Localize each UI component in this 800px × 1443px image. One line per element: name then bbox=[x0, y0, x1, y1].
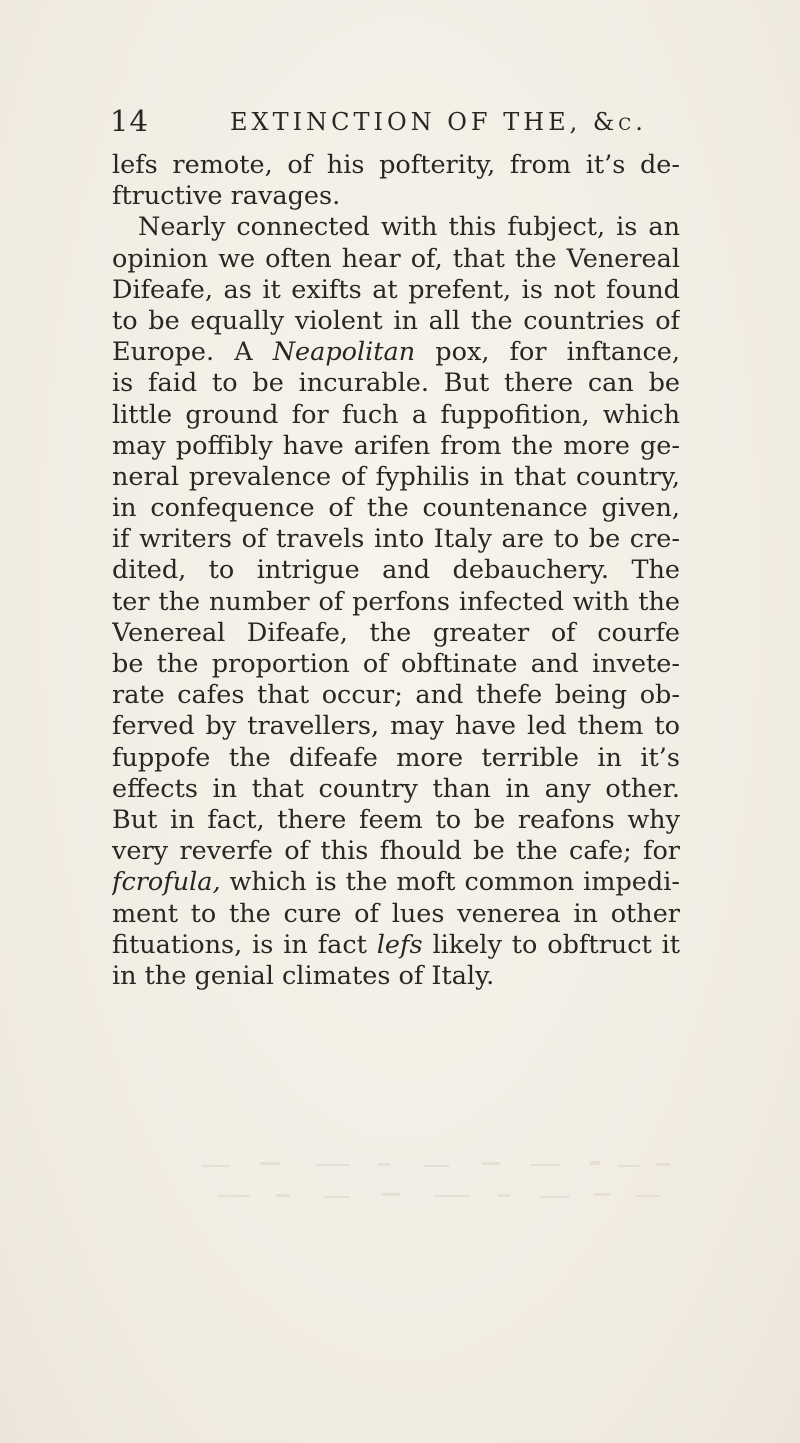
text-line: in the genial climates of Italy. bbox=[112, 960, 495, 991]
text-line: may poffibly have arifen from the more ge- bbox=[112, 430, 680, 461]
text-line: is faid to be incurable. But there can be bbox=[112, 368, 680, 399]
running-head: EXTINCTION OF THE, &c. bbox=[230, 108, 647, 136]
text-line: opinion we often hear of, that the Venereal bbox=[112, 243, 680, 274]
text-line: ferved by travellers, may have led them to bbox=[112, 711, 680, 742]
text-line: effects in that country than in any other. bbox=[112, 773, 680, 804]
text-line: neral prevalence of fyphilis in that country, bbox=[112, 461, 680, 492]
show-through-texture bbox=[160, 1155, 680, 1215]
text-line: Nearly connected with this fubject, is an bbox=[138, 212, 680, 243]
text-line: fcrofula, which is the moft common impedi- bbox=[112, 867, 680, 898]
text-line: ftructive ravages. bbox=[112, 181, 341, 212]
text-line: rate cafes that occur; and thefe being ob- bbox=[112, 680, 680, 711]
text-line: Venereal Difeafe, the greater of courfe bbox=[112, 617, 680, 648]
text-line: But in fact, there feem to be reafons why bbox=[112, 804, 680, 835]
text-line: little ground for fuch a fuppofition, which bbox=[112, 399, 680, 430]
text-line: in confequence of the countenance given, bbox=[112, 493, 680, 524]
text-line: ter the number of perfons infected with the bbox=[112, 586, 680, 617]
text-line: if writers of travels into Italy are to be cre- bbox=[112, 524, 680, 555]
text-line: be the proportion of obftinate and invete- bbox=[112, 649, 680, 679]
text-line: fituations, is in fact lefs likely to obftruct it bbox=[112, 929, 680, 960]
text-line: to be equally violent in all the countries of bbox=[112, 305, 680, 336]
text-line: lefs remote, of his pofterity, from it’s de- bbox=[112, 150, 680, 180]
text-line: ment to the cure of lues venerea in other bbox=[112, 898, 680, 929]
text-line: dited, to intrigue and debauchery. The bbox=[112, 555, 680, 586]
page-header bbox=[110, 104, 710, 144]
page-number: 14 bbox=[110, 104, 149, 138]
text-line: fuppofe the difeafe more terrible in it’s bbox=[112, 742, 680, 773]
text-line: Europe. A Neapolitan pox, for inftance, bbox=[112, 337, 680, 368]
text-line: Difeafe, as it exifts at prefent, is not found bbox=[112, 274, 680, 305]
text-line: very reverfe of this fhould be the cafe; for bbox=[112, 836, 680, 867]
body-text bbox=[112, 150, 680, 992]
show-through-marks bbox=[160, 1155, 680, 1215]
